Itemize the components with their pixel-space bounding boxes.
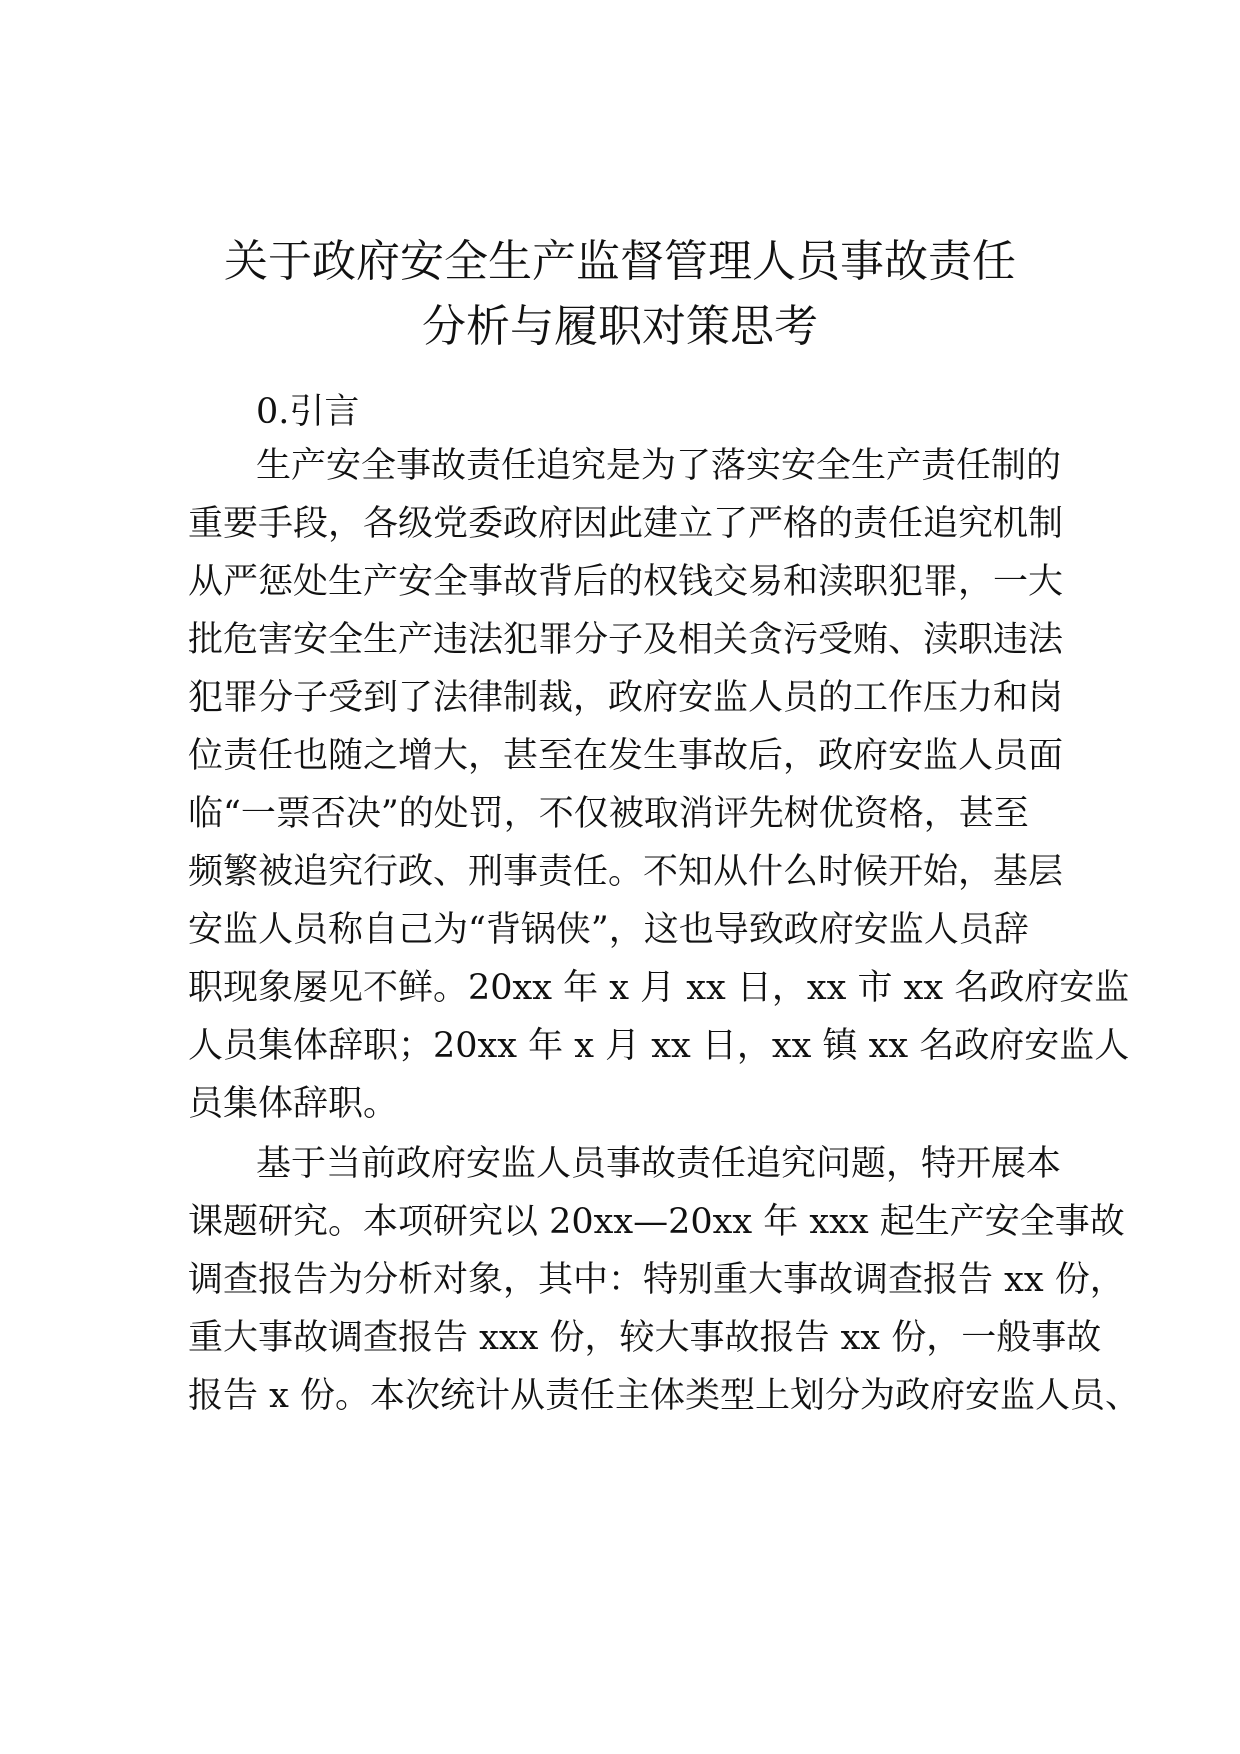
paragraph-2-line: 课题研究。本项研究以 20xx—20xx 年 xxx 起生产安全事故 <box>188 1202 1125 1242</box>
paragraph-1-line: 重要手段，各级党委政府因此建立了严格的责任追究机制 <box>188 504 1064 544</box>
paragraph-1-line: 临“一票否决”的处罚，不仅被取消评先树优资格，甚至 <box>188 794 1029 834</box>
paragraph-2-line: 基于当前政府安监人员事故责任追究问题，特开展本 <box>256 1144 1062 1184</box>
document-title-line-2: 分析与履职对策思考 <box>422 301 818 352</box>
paragraph-1-line: 从严惩处生产安全事故背后的权钱交易和渎职犯罪，一大 <box>188 562 1064 602</box>
paragraph-1-line: 员集体辞职。 <box>188 1084 399 1124</box>
paragraph-1-line: 安监人员称自己为“背锅侠”，这也导致政府安监人员辞 <box>188 910 1029 950</box>
paragraph-2-line: 调查报告为分析对象，其中：特别重大事故调查报告 xx 份， <box>188 1260 1125 1300</box>
document-title-line-1: 关于政府安全生产监督管理人员事故责任 <box>224 236 1016 287</box>
paragraph-1-line: 犯罪分子受到了法律制裁，政府安监人员的工作压力和岗 <box>188 678 1064 718</box>
paragraph-1-line: 频繁被追究行政、刑事责任。不知从什么时候开始，基层 <box>188 852 1064 892</box>
paragraph-2-line: 报告 x 份。本次统计从责任主体类型上划分为政府安监人员、 <box>188 1376 1140 1416</box>
paragraph-2-line: 重大事故调查报告 xxx 份，较大事故报告 xx 份，一般事故 <box>188 1318 1102 1358</box>
section-heading: 0.引言 <box>256 392 360 432</box>
paragraph-1-line: 人员集体辞职；20xx 年 x 月 xx 日，xx 镇 xx 名政府安监人 <box>188 1026 1130 1066</box>
paragraph-1-line: 批危害安全生产违法犯罪分子及相关贪污受贿、渎职违法 <box>188 620 1064 660</box>
paragraph-1-line: 位责任也随之增大，甚至在发生事故后，政府安监人员面 <box>188 736 1064 776</box>
paragraph-1-line: 生产安全事故责任追究是为了落实安全生产责任制的 <box>256 446 1062 486</box>
paragraph-1-line: 职现象屡见不鲜。20xx 年 x 月 xx 日，xx 市 xx 名政府安监 <box>188 968 1130 1008</box>
